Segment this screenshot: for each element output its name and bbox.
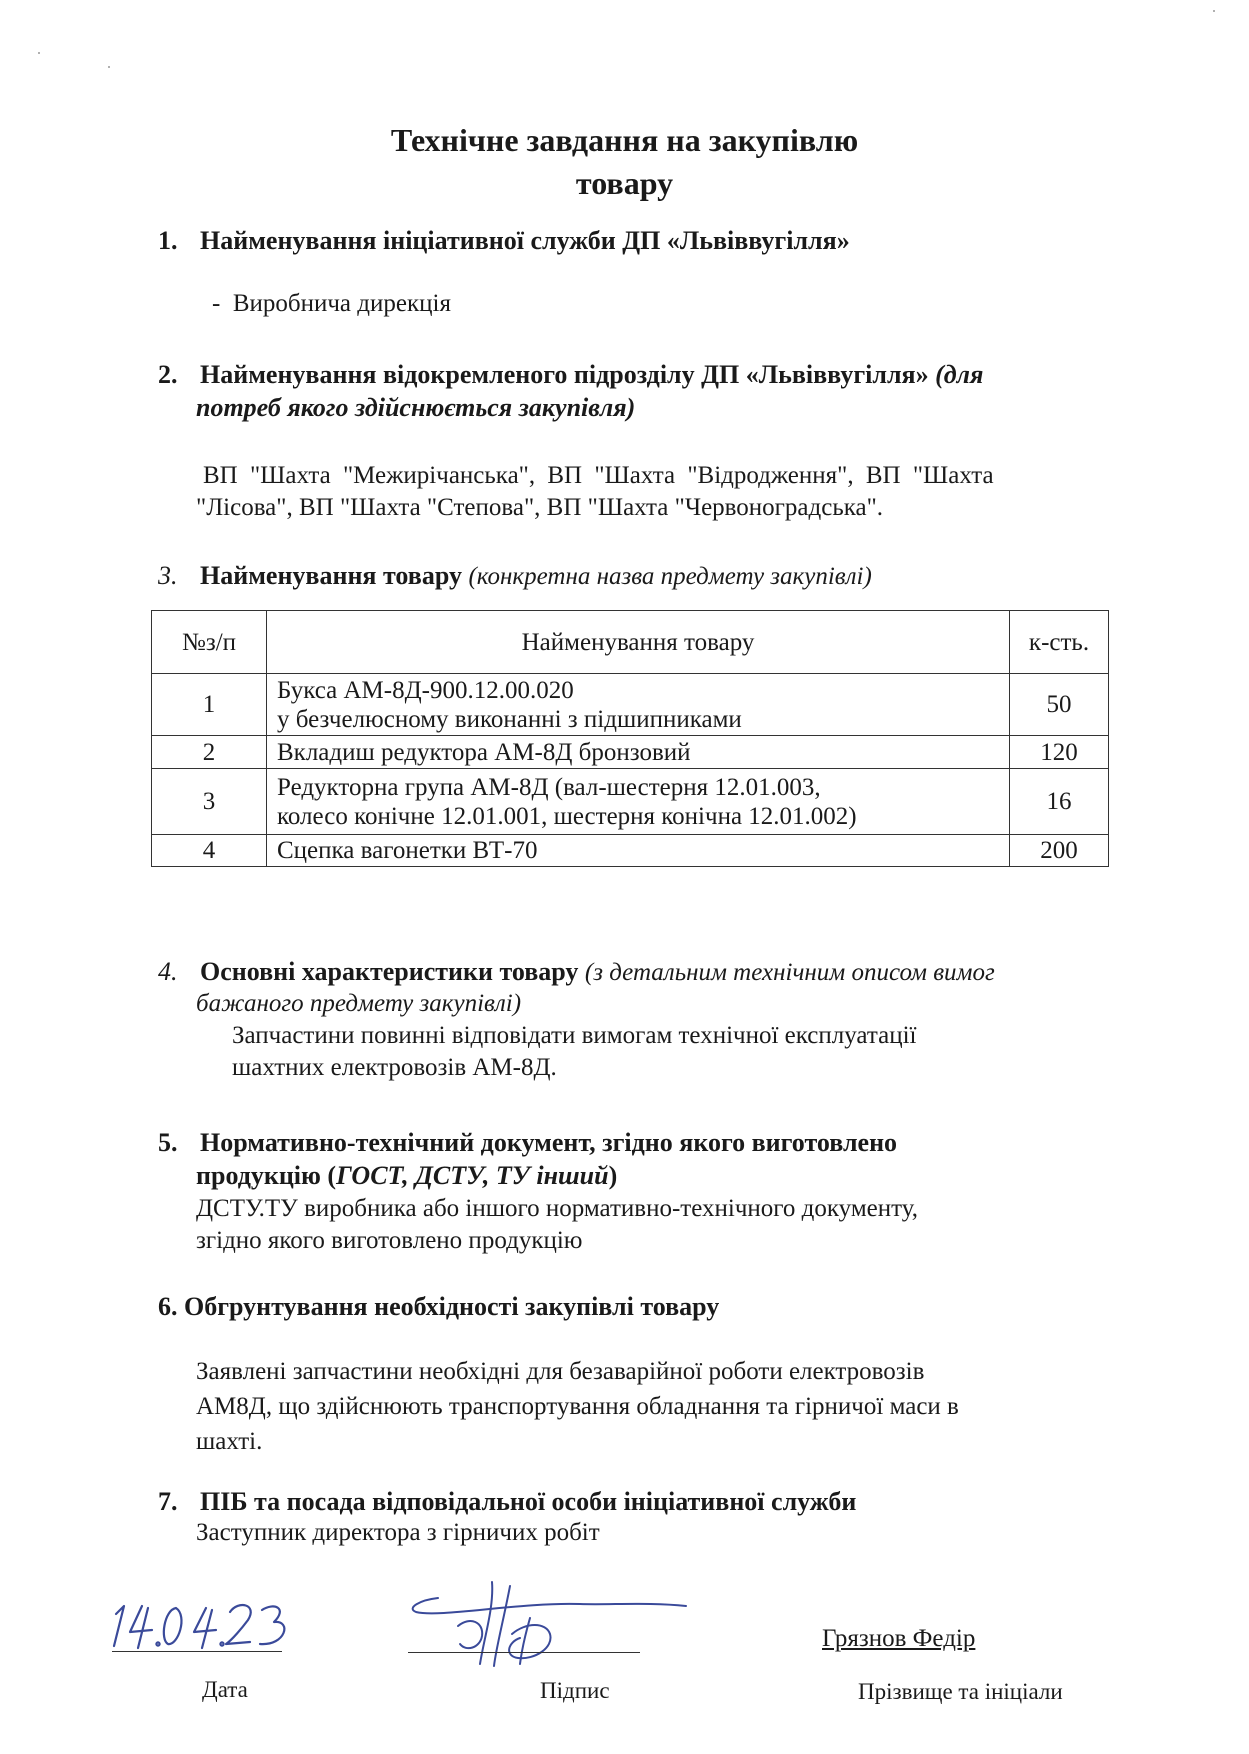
caption-name: Прізвище та ініціали [858, 1679, 1063, 1704]
section4-body-line1: Запчастини повинні відповідати вимогам технічної експлуатації [232, 1022, 917, 1049]
date-handwritten [108, 1596, 308, 1652]
table-row [152, 674, 1109, 736]
row-name-line2: у безчелюсному виконанні з підшипниками [277, 705, 742, 733]
section3-number: 3. [158, 561, 178, 590]
table-header-quantity: к-сть. [1010, 611, 1109, 674]
row-quantity: 50 [1010, 674, 1109, 736]
document-title-line1: Технічне завдання на закупівлю [390, 122, 859, 158]
document-title-line2: товару [575, 165, 674, 201]
row-number: 1 [152, 674, 267, 736]
caption-date: Дата [202, 1677, 248, 1702]
section4-number: 4. [158, 957, 178, 986]
section1-heading-text: Найменування ініціативної служби ДП «Львіввугілля» [200, 226, 850, 255]
section4-heading-italic-a: (з детальним технічним описом вимог [584, 959, 995, 986]
section7-body: Заступник директора з гірничих робіт [196, 1519, 600, 1546]
row-name: Вкладиш редуктора АМ-8Д бронзовий [267, 736, 1010, 769]
section5-body-line1: ДСТУ.ТУ виробника або іншого нормативно-технічного документу, [196, 1195, 918, 1222]
section6-body-line2: АМ8Д, що здійснюють транспортування обладнання та гірничої маси в [196, 1393, 959, 1420]
section1-heading [158, 226, 850, 256]
signature-underline [408, 1652, 640, 1653]
section6-heading-text: Обгрунтування необхідності закупівлі товару [184, 1292, 720, 1321]
row-name [267, 769, 1010, 835]
signer-name: Грязнов Федір [822, 1625, 976, 1652]
row-name-line2: колесо конічне 12.01.001, шестерня конічна 12.01.002) [277, 802, 857, 830]
section7-number: 7. [158, 1487, 178, 1516]
section6-heading [158, 1292, 719, 1322]
row-quantity: 120 [1010, 736, 1109, 769]
row-quantity: 200 [1010, 835, 1109, 867]
section4-heading-italic-b: бажаного предмету закупівлі) [196, 990, 522, 1017]
caption-signature: Підпис [540, 1678, 610, 1703]
section2-body-line1: ВП "Шахта "Межирічанська", ВП "Шахта "Відродження", ВП "Шахта [203, 462, 994, 489]
section1-number: 1. [158, 226, 178, 255]
section5-heading-text: Нормативно-технічний документ, згідно якого виготовлено [200, 1128, 898, 1157]
row-number: 3 [152, 769, 267, 835]
section5-heading-line2-a: продукцію ( [196, 1161, 337, 1190]
table-header-number: №з/п [152, 611, 267, 674]
row-quantity: 16 [1010, 769, 1109, 835]
date-underline [112, 1651, 282, 1652]
section2-heading-italic-b: потреб якого здійснюється закупівля) [196, 393, 636, 422]
section6-body-line3: шахті. [196, 1428, 263, 1455]
section1-item [212, 290, 451, 318]
section5-heading-line2-c: ) [608, 1161, 618, 1190]
section2-body-line2: "Лісова", ВП "Шахта "Степова", ВП "Шахта "Червоноградська". [196, 494, 884, 521]
section6-number: 6. [158, 1292, 178, 1321]
section5-heading-line2 [196, 1161, 617, 1191]
section1-dash: - [212, 290, 221, 317]
section5-heading-line2-b: ГОСТ, ДСТУ, ТУ інший [336, 1161, 609, 1190]
row-number: 2 [152, 736, 267, 769]
row-name-line1: Букса АМ-8Д-900.12.00.020 [277, 676, 574, 704]
section7-heading-text: ПІБ та посада відповідальної особи ініціативної служби [200, 1487, 857, 1516]
section5-heading-line1 [158, 1128, 897, 1158]
section2-heading-italic-a: (для [935, 360, 984, 389]
signature-drawing [400, 1578, 700, 1670]
section5-number: 5. [158, 1128, 178, 1157]
section1-item-text: Виробнича дирекція [232, 290, 451, 317]
row-name: Сцепка вагонетки ВТ-70 [267, 835, 1010, 867]
table-header-name: Найменування товару [267, 611, 1010, 674]
scan-speck [1213, 10, 1215, 12]
section4-heading-text: Основні характеристики товару [200, 957, 579, 986]
scan-speck [108, 66, 110, 68]
section3-heading-italic: (конкретна назва предмету закупівлі) [468, 563, 872, 590]
scan-speck [38, 52, 40, 54]
table-header-row [152, 611, 1109, 674]
table-row [152, 736, 1109, 769]
goods-table [151, 610, 1109, 867]
section4-body-line2: шахтних електровозів АМ-8Д. [232, 1054, 557, 1081]
section2-heading-text: Найменування відокремленого підрозділу ДП «Львіввугілля» [200, 360, 929, 389]
section3-heading [158, 561, 872, 591]
section3-heading-text: Найменування товару [200, 561, 462, 590]
section4-heading [158, 957, 995, 987]
section2-heading-line2 [196, 393, 635, 423]
date-handwriting-drawing [108, 1596, 308, 1652]
section6-body-line1: Заявлені запчастини необхідні для безаварійної роботи електровозів [196, 1358, 925, 1385]
row-name [267, 674, 1010, 736]
section5-body-line2: згідно якого виготовлено продукцію [196, 1227, 583, 1254]
signature [400, 1578, 700, 1670]
row-name-line1: Редукторна група АМ-8Д (вал-шестерня 12.01.003, [277, 773, 821, 801]
row-number: 4 [152, 835, 267, 867]
section2-heading [158, 360, 983, 390]
section2-number: 2. [158, 360, 178, 389]
section7-heading [158, 1487, 856, 1517]
table-row [152, 835, 1109, 867]
table-row [152, 769, 1109, 835]
